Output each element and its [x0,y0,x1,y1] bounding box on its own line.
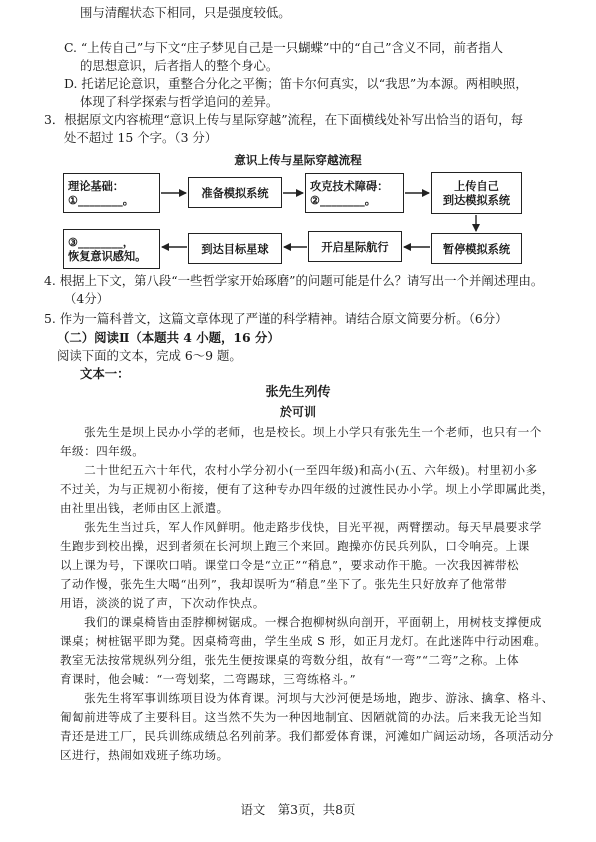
option-d-line2: 体现了科学探索与哲学追问的差异。 [80,94,279,109]
question-3-line1: 3．根据原文内容梳理“意识上传与星际穿越”流程，在下面横线处补写出恰当的语句，每 [44,112,524,127]
article-line: 青还是进工厂，民兵训练成绩总名列前茅。我们都爱体育课，河滩如广阔运动场，各项活动分 [60,729,554,743]
flow-box-theory-label: 理论基础： [68,179,124,193]
question-4-line2: （4分） [64,291,110,306]
flow-box-tech-label: 攻克技术障碍： [310,179,389,193]
flow-box-upload-line2: 到达模拟系统 [442,193,511,207]
article-line: 张先生是坝上民办小学的老师，也是校长。坝上小学只有张先生一个老师，也只有一个 [60,425,542,439]
article-title: 张先生列传 [265,385,331,400]
flow-box-tech-blank: ②________。 [310,193,376,207]
question-5-line1: 5. 作为一篇科普文，这篇文章体现了严谨的科学精神。请结合原文简要分析。（6分） [44,311,508,326]
article-line: 用语，淡淡的说了声，下次动作快点。 [60,596,265,610]
flow-box-arrive-label: 到达目标星球 [201,241,269,256]
flow-box-restore-blank: ③________， [68,235,134,249]
article-line: 教室无法按常规纵列分组，张先生便按课桌的弯数分组，故有“一弯”“二弯”之称。上体 [60,653,520,667]
page-footer: 语文 第3页，共8页 [240,802,356,817]
article-line: 匍匐前进等成了主要科目。这当然不失为一种因地制宜、因陋就简的办法。后来我无论当知 [60,710,542,724]
option-c-line1: C. “上传自己”与下文“庄子梦见自己是一只蝴蝶”中的“自己”含义不同，前者指人 [64,40,504,55]
article-line: 生跑步到校出操，迟到者须在长河坝上跑三个来回。跑操亦仿民兵列队，口令响亮。上课 [60,539,530,553]
article-line: 我们的课桌椅皆由歪脖柳树锯成。一棵合抱柳树纵向剖开，平面朝上，用树枝支撑便成 [60,615,542,629]
article-line: 课桌；树桩锯平即为凳。因桌椅弯曲，学生坐成 S 形，如正月龙灯。在此迷阵中行动困难。 [60,634,547,648]
section-2-instruction: 阅读下面的文本，完成 6～9 题。 [57,348,242,363]
article-line: 育课时，他会喊：“一弯划桨，二弯踢球，三弯练格斗。” [60,672,357,686]
option-c-line2: 的思想意识，后者指人的整个身心。 [80,58,279,73]
article-line: 不过关，为与正规初小衔接，便有了这种专办四年级的过渡性民办小学。坝上小学即属此类， [60,482,554,496]
text-one-label: 文本一： [80,366,130,381]
article-line: 由社里出钱，老师由区上派遣。 [60,501,229,515]
article-line: 张先生将军事训练项目设为体育课。河坝与大沙河便是场地，跑步、游泳、擒拿、格斗、 [60,691,554,705]
article-line: 二十世纪五六十年代，农村小学分初小(一至四年级)和高小(五、六年级)。村里初小多 [60,463,538,477]
option-d-line1: D. 托诺尼论意识，重整合分化之平衡；笛卡尔何真实，以“我思”为本源。两相映照， [64,76,528,91]
option-b-line2: 围与清醒状态下相同，只是强度较低。 [80,5,291,20]
flow-box-voyage-label: 开启星际航行 [321,239,389,254]
article-line: 年级：四年级。 [60,444,145,458]
article-line: 张先生当过兵，军人作风鲜明。他走路步伐快，目光平视，两臂摆动。每天早晨要求学 [60,520,542,534]
flow-box-pause-label: 暂停模拟系统 [442,241,511,256]
article-line: 以上课为号，下课吹口哨。课堂口令是“立正”“稍息”，要求动作干脆。一次我因裤带松 [60,558,520,572]
flow-box-upload-line1: 上传自己 [454,179,499,193]
flowchart-title: 意识上传与星际穿越流程 [234,153,362,167]
flow-box-prepare-label: 准备模拟系统 [201,185,269,200]
article-author: 於可训 [279,405,316,419]
flow-box-theory-blank: ①________。 [68,193,134,207]
article-line: 了动作慢，张先生大喝“出列”，我却误听为“稍息”坐下了。张先生只好放弃了他常带 [60,577,508,591]
article-line: 区进行，热闹如戏班子练功场。 [60,748,229,762]
question-4-line1: 4. 根据上下文，第八段“一些哲学家开始琢磨”的问题可能是什么？请写出一个并阐述理由。 [44,273,544,288]
question-3-line2: 处不超过 15 个字。（3 分） [64,130,218,145]
section-2-heading: （二）阅读Ⅱ（本题共 4 小题，16 分） [57,330,280,345]
flow-box-restore-label: 恢复意识感知。 [68,249,147,263]
